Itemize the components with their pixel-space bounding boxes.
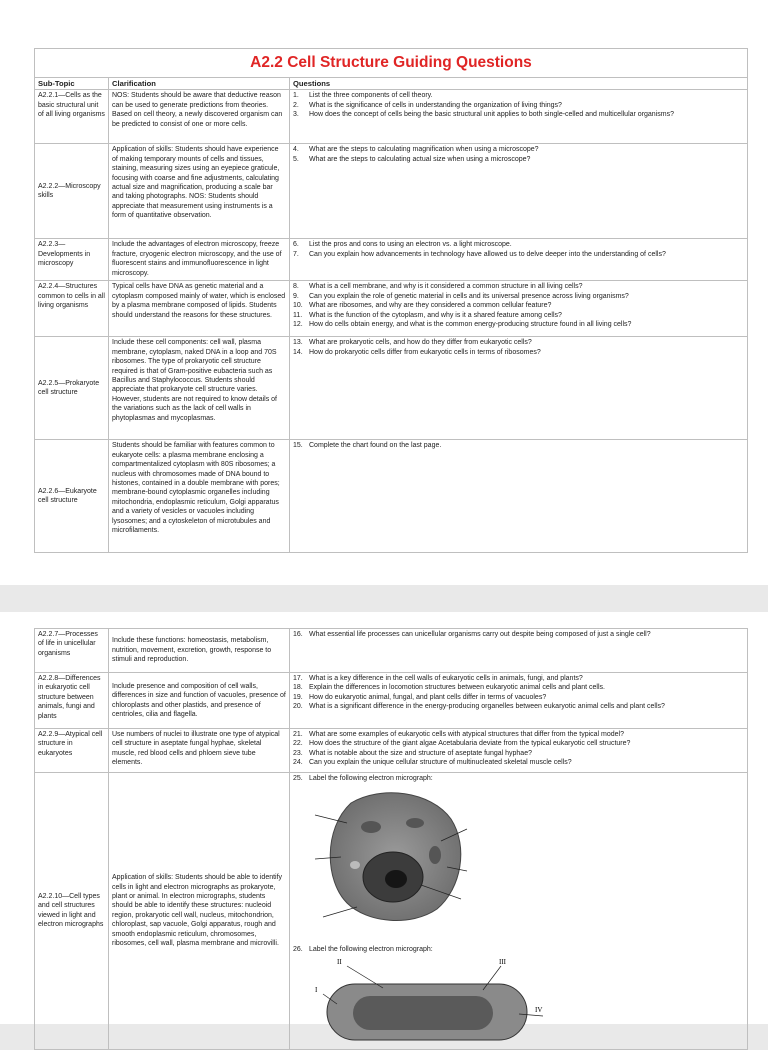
table-row <box>35 729 748 773</box>
question-item: 10. What are ribosomes, and why are they considered a common cellular feature? <box>293 302 552 310</box>
nucleolus <box>385 870 407 888</box>
questions-cell <box>290 144 748 239</box>
question-item: 16. What essential life processes can unicellular organisms carry out despite being composed of just a single cell? <box>293 631 651 638</box>
questions-cell <box>290 281 748 337</box>
clarification-cell: Include these functions: homeostasis, metabolism, nutrition, movement, excretion, growth, response to stimuli and reproduction. <box>109 629 290 673</box>
question-item: 17. What is a key difference in the cell walls of eukaryotic cells in animals, fungi, and plants? <box>293 675 583 682</box>
table-row <box>35 337 748 440</box>
questions-cell <box>290 239 748 281</box>
question-item: 7. Can you explain how advancements in technology have allowed us to delve deeper into the understanding of cells? <box>293 250 666 258</box>
clarification-cell: Students should be familiar with features common to eukaryote cells: a plasma membrane enclosing a compartmentalized cytoplasm with 80S ribosomes; a nucleus with chromosomes made of DNA bound to histones, contained in a double membrane with pores; membrane-bound cytoplasmic organelles including mitochondria, endoplasmic reticulum, Golgi apparatus and a variety of vesicles or vacuoles including lysosomes; and a cytoskeleton of microtubules and microfilaments. <box>109 440 290 553</box>
micrograph-label: II <box>337 958 342 967</box>
question-item: 2. What is the significance of cells in understanding the organization of living things? <box>293 101 562 109</box>
mitochondrion <box>361 821 381 833</box>
subtopic-cell: A2.2.9—Atypical cell structure in eukaryotes <box>35 729 109 773</box>
question-item: 1. List the three components of cell theory. <box>293 92 433 100</box>
question-item: 12. How do cells obtain energy, and what is the common energy-producing structure found in all living cells? <box>293 321 632 329</box>
question-item: 8. What is a cell membrane, and why is it considered a common structure in all living cells? <box>293 283 583 291</box>
questions-cell <box>290 629 748 673</box>
question-item: 15. Complete the chart found on the last page. <box>293 442 442 450</box>
page-2 <box>0 612 768 1024</box>
subtopic-cell: A2.2.10—Cell types and cell structures viewed in light and electron micrographs <box>35 773 109 1050</box>
subtopic-cell: A2.2.1—Cells as the basic structural unit of all living organisms <box>35 90 109 144</box>
question-item: 21. What are some examples of eukaryotic cells with atypical structures that differ from the typical model? <box>293 731 625 738</box>
questions-cell <box>290 90 748 144</box>
question-item: 22. How does the structure of the giant algae Acetabularia deviate from the typical eukaryotic cell structure? <box>293 740 631 748</box>
question-item: 13. What are prokaryotic cells, and how do they differ from eukaryotic cells? <box>293 339 532 347</box>
question-item: 26. Label the following electron micrograph: <box>293 945 433 953</box>
clarification-cell: Use numbers of nuclei to illustrate one type of atypical cell structure in aseptate fungal hyphae, skeletal muscle, red blood cells and phloem sieve tube elements. <box>109 729 290 773</box>
clarification-cell: Include presence and composition of cell walls, differences in size and function of vacuoles, presence of chloroplasts and other plastids, and presence of centrioles, cilia and flagella. <box>109 673 290 729</box>
question-item: 24. Can you explain the unique cellular structure of multinucleated skeletal muscle cells? <box>293 759 572 767</box>
micrograph-label: IV <box>535 1006 543 1015</box>
clarification-cell: Include these cell components: cell wall, plasma membrane, cytoplasm, naked DNA in a loop and 70S ribosomes. The type of prokaryotic cell structure required is that of Gram-positive eubacteria such as Bacillus and Staphylococcus. Students should appreciate that prokaryote cell structure varies. However, students are not required to know details of the variations such as the lack of cell walls in phytoplasmas and mycoplasmas. <box>109 337 290 440</box>
nucleoid-region <box>353 996 493 1030</box>
question-item: 11. What is the function of the cytoplasm, and why is it a shared feature among cells? <box>293 311 562 319</box>
question-item: 3. How does the concept of cells being the basic structural unit applies to both single-celled and multicellular organisms? <box>293 111 674 119</box>
table-row <box>35 90 748 144</box>
clarification-cell: Include the advantages of electron microscopy, freeze fracture, cryogenic electron microscopy, and the use of fluorescent stains and immunofluorescence in light microscopy. <box>109 239 290 281</box>
clarification-header: Clarification <box>109 78 290 90</box>
question-item: 23. What is notable about the size and structure of aseptate fungal hyphae? <box>293 749 532 757</box>
question-item: 6. List the pros and cons to using an electron vs. a light microscope. <box>293 241 512 249</box>
table-row <box>35 440 748 553</box>
questions-header: Questions <box>290 78 748 90</box>
question-item: 18. Explain the differences in locomotion structures between eukaryotic animal cells and plant cells. <box>293 684 605 692</box>
questions-cell <box>290 337 748 440</box>
guiding-questions-table <box>34 48 748 553</box>
animal-cell-micrograph <box>311 785 471 927</box>
bacterial-cell-micrograph <box>313 954 553 1044</box>
mitochondrion <box>429 846 441 864</box>
mitochondrion <box>406 818 424 828</box>
question-item: 4. What are the steps to calculating magnification when using a microscope? <box>293 146 539 154</box>
page-title: A2.2 Cell Structure Guiding Questions <box>35 49 748 78</box>
questions-cell <box>290 673 748 729</box>
guiding-questions-table-continued <box>34 628 748 1050</box>
subtopic-cell: A2.2.4—Structures common to cells in all living organisms <box>35 281 109 337</box>
questions-cell <box>290 440 748 553</box>
question-item: 14. How do prokaryotic cells differ from eukaryotic cells in terms of ribosomes? <box>293 348 541 356</box>
subtopic-cell: A2.2.3—Developments in microscopy <box>35 239 109 281</box>
micrograph-label: III <box>499 958 506 967</box>
subtopic-cell: A2.2.8—Differences in eukaryotic cell structure between animals, fungi and plants <box>35 673 109 729</box>
table-row <box>35 144 748 239</box>
clarification-cell: NOS: Students should be aware that deductive reason can be used to generate predictions from theories. Based on cell theory, a newly discovered organism can be predicted to consist of one or more cells. <box>109 90 290 144</box>
subtopic-cell: A2.2.7—Processes of life in unicellular organisms <box>35 629 109 673</box>
table-row <box>35 629 748 673</box>
table-row <box>35 281 748 337</box>
table-row <box>35 673 748 729</box>
question-item: 9. Can you explain the role of genetic material in cells and its universal presence across living organisms? <box>293 292 629 300</box>
subtopic-cell: A2.2.2—Microscopy skills <box>35 144 109 239</box>
clarification-cell: Application of skills: Students should be able to identify cells in light and electron micrographs as prokaryote, plant or animal. In electron micrographs, students should be able to identify these structures: nucleoid region, prokaryotic cell wall, nucleus, mitochondrion, chloroplast, sap vacuole, Golgi apparatus, rough and smooth endoplasmic reticulum, chromosomes, ribosomes, cell wall, plasma membrane and microvilli. <box>109 773 290 1050</box>
table-row <box>35 773 748 1050</box>
subtopic-cell: A2.2.5—Prokaryote cell structure <box>35 337 109 440</box>
clarification-cell: Typical cells have DNA as genetic material and a cytoplasm composed mainly of water, which is enclosed by a plasma membrane composed of lipids. Students should understand the reasons for these structures. <box>109 281 290 337</box>
subtopic-cell: A2.2.6—Eukaryote cell structure <box>35 440 109 553</box>
micrograph-label: I <box>315 986 318 995</box>
vesicle <box>350 861 360 869</box>
questions-cell <box>290 773 748 1050</box>
question-item: 5. What are the steps to calculating actual size when using a microscope? <box>293 155 531 163</box>
label-pointer <box>323 907 357 917</box>
question-item: 20. What is a significant difference in the energy-producing organelles between eukaryotic animal cells and plant cells? <box>293 703 665 711</box>
header-row <box>35 78 748 90</box>
questions-cell <box>290 729 748 773</box>
question-item: 25. Label the following electron micrograph: <box>293 775 433 782</box>
table-row <box>35 239 748 281</box>
clarification-cell: Application of skills: Students should have experience of making temporary mounts of cells and tissues, staining, measuring sizes using an eyepiece graticule, focusing with coarse and fine adjustments, calculating actual size and magnification, producing a scale bar and taking photographs. NOS: Students should appreciate that measurement using instruments is a form of quantitative observation. <box>109 144 290 239</box>
subtopic-header: Sub-Topic <box>35 78 109 90</box>
question-item: 19. How do eukaryotic animal, fungal, and plant cells differ in terms of vacuoles? <box>293 693 547 701</box>
